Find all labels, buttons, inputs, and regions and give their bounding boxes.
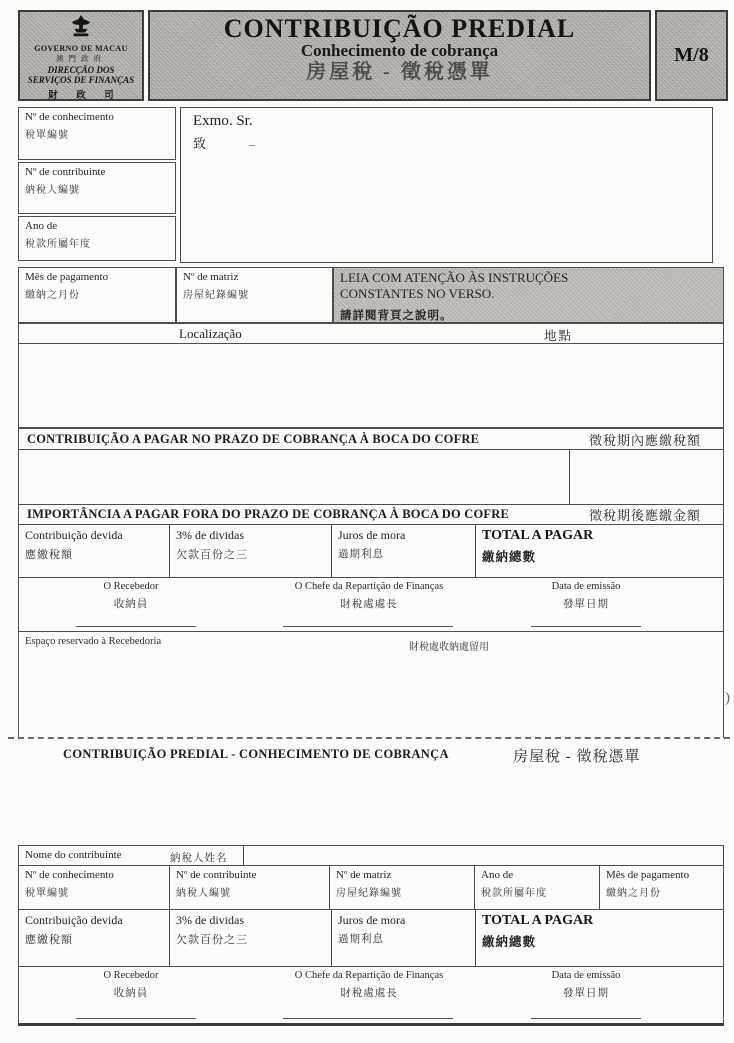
stub-recebedor-signature-line [76,1018,196,1019]
stub-emissao-zh: 發單日期 [563,988,609,999]
stub-emissao-date-line [531,1018,641,1019]
stub-chefe-signature-line [283,1018,453,1019]
stub-conhecimento-pt: Nº de conhecimento [25,869,114,881]
amount-cell-devida [19,525,169,577]
chefe-label-zh: 財稅處處長 [340,599,398,610]
stub-chefe-signature-area [249,970,489,1000]
form-title-zh: 房屋稅 - 徵稅憑單 [306,61,493,84]
conhecimento-label-zh: 稅單編號 [25,130,69,141]
stub-amount-cell-total [475,910,723,966]
signature-block-stub [18,966,724,1026]
juros-label-pt: Juros de mora [338,528,406,542]
amount-cell-juros [331,525,475,577]
addressee-zh: 致 [193,136,207,151]
form-code-box [655,10,728,101]
emissao-label-zh: 發單日期 [563,599,609,610]
amount-cell-total [475,525,723,577]
stub-amount-cell-dividas [169,910,331,966]
devida-label-pt: Contribuição devida [25,528,123,542]
recebedoria-label-zh: 財稅處收納處留用 [409,642,489,653]
stub-chefe-pt: O Chefe da Repartição de Finanças [294,970,444,981]
within-deadline-amount-box [18,449,724,505]
agency-logo-box [18,10,144,101]
localizacao-header-row [18,323,724,344]
chefe-label-pt: O Chefe da Repartição de Finanças [294,581,444,592]
stub-mes-zh: 繳納之月份 [606,888,661,899]
recebedor-label-zh: 收納員 [113,599,149,610]
stub-amounts-table [18,909,724,967]
field-ano-box [18,216,176,261]
stub-emissao-area [496,970,676,1000]
emissao-area [496,581,676,611]
field-contribuinte-box [18,162,176,214]
stub-amount-cell-juros [331,910,475,966]
contribuinte-label-zh: 納稅人編號 [25,185,80,196]
field-matriz-box [176,267,333,323]
recebedor-signature-line [76,626,196,627]
form-code: M/8 [674,44,709,66]
stub-cell-conhecimento [19,866,169,909]
chefe-signature-line [283,626,453,627]
total-label-zh: 繳納總數 [482,550,537,564]
stub-devida-pt: Contribuição devida [25,913,123,927]
stub-recebedor-signature-area [46,970,216,1000]
localizacao-label-pt: Localização [179,326,242,341]
emissao-date-line [531,626,641,627]
signature-block-top [18,577,724,632]
stub-fields-table [18,865,724,910]
ano-label-pt: Ano de [25,220,58,232]
perforation-dashed-line [8,737,730,739]
field-mes-box [18,267,176,323]
recebedoria-box [18,632,724,738]
localizacao-value-box [18,343,724,428]
stub-contribuinte-zh: 納稅人編號 [176,888,231,899]
form-title-box [148,10,651,101]
field-conhecimento-box [18,107,176,160]
devida-label-zh: 應繳稅額 [25,549,73,561]
agency-dept-pt-line2: SERVIÇOS DE FINANÇAS [27,75,135,86]
mes-label-pt: Mês de pagamento [25,271,109,283]
agency-dept-zh: 財 政 司 [48,90,122,101]
stub-ano-pt: Ano de [481,869,514,881]
emissao-label-pt: Data de emissão [551,581,621,592]
stub-recebedor-pt: O Recebedor [103,970,159,981]
dividas-label-zh: 欠款百份之三 [176,549,248,561]
stub-devida-zh: 應繳稅額 [25,934,73,946]
matriz-label-zh: 房屋紀錄編號 [183,290,249,301]
conhecimento-label-pt: Nº de conhecimento [25,111,114,123]
stub-cell-ano [474,866,599,909]
form-title-pt: CONTRIBUIÇÃO PREDIAL [223,14,576,43]
within-deadline-header [18,428,724,450]
amounts-table [18,524,724,578]
chefe-signature-area [249,581,489,611]
stub-amount-cell-devida [19,910,169,966]
agency-dept-pt-line1: DIRECÇÃO DOS [47,65,115,75]
scan-artifact-mark: ) [725,690,730,706]
within-deadline-label-zh: 徵稅期內應繳稅額 [588,432,701,448]
dividas-label-pt: 3% de dividas [176,528,244,542]
nome-row-divider [243,846,244,865]
form-subtitle-pt: Conhecimento de cobrança [300,41,499,61]
stub-total-pt: TOTAL A PAGAR [482,913,594,928]
stub-mes-pt: Mês de pagamento [606,869,690,881]
addressee-salutation: Exmo. Sr. [193,113,253,129]
nome-label-zh: 納稅人姓名 [170,853,228,864]
stub-dividas-pt: 3% de dividas [176,913,244,927]
recebedor-label-pt: O Recebedor [103,581,159,592]
localizacao-label-zh: 地點 [544,329,574,343]
contribuinte-label-pt: Nº de contribuinte [25,166,106,178]
stub-chefe-zh: 財稅處處長 [340,988,398,999]
stub-title-zh: 房屋稅 - 徵稅憑單 [513,749,641,765]
stub-recebedor-zh: 收納員 [113,988,149,999]
stub-matriz-zh: 房屋紀錄編號 [336,888,402,899]
total-label-pt: TOTAL A PAGAR [482,528,594,543]
nome-row [18,845,724,866]
ano-label-zh: 稅款所屬年度 [25,239,91,250]
stub-title-row [18,745,724,765]
verso-notice-box [333,267,724,323]
after-deadline-label-zh: 徵稅期後應繳金額 [588,508,701,523]
within-deadline-label-pt: CONTRIBUIÇÃO A PAGAR NO PRAZO DE COBRANÇA À BOCA DO COFRE [27,431,480,446]
mes-label-zh: 繳納之月份 [25,290,80,301]
agency-name-pt: GOVERNO DE MACAU [34,44,128,53]
addressee-box [180,107,713,263]
amount-cell-dividas [169,525,331,577]
stub-cell-contribuinte [169,866,329,909]
stub-cell-mes [599,866,723,909]
nome-label-pt: Nome do contribuinte [25,849,122,861]
stub-emissao-pt: Data de emissão [551,970,621,981]
stub-juros-pt: Juros de mora [338,913,406,927]
stub-juros-zh: 過期利息 [338,934,384,945]
amount-box-divider [569,450,570,504]
recebedor-signature-area [46,581,216,611]
stub-matriz-pt: Nº de matriz [336,869,392,881]
juros-label-zh: 過期利息 [338,549,384,560]
stub-title-pt: CONTRIBUIÇÃO PREDIAL - CONHECIMENTO DE COBRANÇA [63,747,449,761]
addressee-mark: – [249,137,255,151]
macau-government-crest-icon [20,15,142,44]
notice-line1: LEIA COM ATENÇÃO ÀS INSTRUÇÕES [340,270,569,285]
stub-dividas-zh: 欠款百份之三 [176,934,248,946]
after-deadline-header [18,504,724,525]
matriz-label-pt: Nº de matriz [183,271,239,283]
stub-total-zh: 繳納總數 [482,935,537,949]
stub-cell-matriz [329,866,474,909]
stub-conhecimento-zh: 稅單編號 [25,888,69,899]
notice-line2: CONSTANTES NO VERSO. [340,286,495,302]
recebedoria-label-pt: Espaço reservado à Recebedoria [25,636,162,647]
stub-contribuinte-pt: Nº de contribuinte [176,869,257,881]
agency-name-zh: 澳門政府 [56,54,106,63]
notice-zh: 請詳閱背頁之說明。 [340,309,453,322]
after-deadline-label-pt: IMPORTÂNCIA A PAGAR FORA DO PRAZO DE COBRANÇA À BOCA DO COFRE [27,507,510,521]
stub-ano-zh: 稅款所屬年度 [481,888,547,899]
